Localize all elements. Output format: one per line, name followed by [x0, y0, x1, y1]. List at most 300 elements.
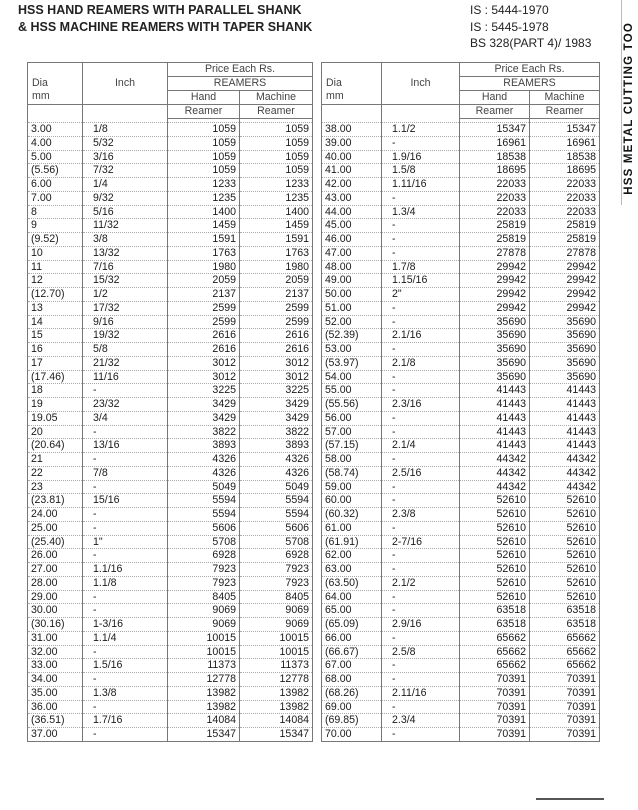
machine-price-cell: 2137: [240, 288, 313, 302]
dia-mm-cell: (65.09): [322, 618, 382, 632]
table-row: [322, 686, 600, 700]
table-row: [322, 631, 600, 645]
inch-cell: 1.9/16: [382, 150, 460, 164]
price-header: Price Each Rs.: [168, 63, 313, 77]
dia-mm-cell: 10: [28, 246, 83, 260]
inch-cell: 1": [83, 535, 168, 549]
hand-price-cell: 2616: [168, 329, 240, 343]
machine-price-cell: 4326: [240, 453, 313, 467]
dia-mm-cell: (60.32): [322, 508, 382, 522]
table-row: [28, 398, 313, 412]
table-row: [322, 301, 600, 315]
dia-mm-cell: 14: [28, 315, 83, 329]
hand-price-cell: 29942: [460, 260, 530, 274]
inch-cell: 7/8: [83, 466, 168, 480]
machine-price-cell: 52610: [530, 535, 600, 549]
table-row: [28, 563, 313, 577]
dia-mm-cell: 20: [28, 425, 83, 439]
dia-mm-cell: 16: [28, 343, 83, 357]
hand-price-cell: 3225: [168, 384, 240, 398]
hand-price-cell: 70391: [460, 700, 530, 714]
dia-mm-cell: 19: [28, 398, 83, 412]
dia-mm-cell: 18: [28, 384, 83, 398]
hand-price-cell: 1059: [168, 123, 240, 137]
dia-mm-cell: 3.00: [28, 123, 83, 137]
hand-price-cell: 22033: [460, 178, 530, 192]
table-row: [28, 645, 313, 659]
table-row: [322, 411, 600, 425]
machine-price-cell: 70391: [530, 686, 600, 700]
table-row: [28, 494, 313, 508]
hand-price-cell: 1233: [168, 178, 240, 192]
machine-price-cell: 3822: [240, 425, 313, 439]
table-row: [28, 329, 313, 343]
dia-mm-cell: 49.00: [322, 274, 382, 288]
inch-cell: -: [83, 590, 168, 604]
table-row: [28, 549, 313, 563]
table-row: [322, 549, 600, 563]
machine-price-cell: 25819: [530, 233, 600, 247]
dia-mm-cell: 55.00: [322, 384, 382, 398]
side-tab-label: HSS METAL CUTTING TOO: [623, 22, 635, 195]
machine-price-cell: 4326: [240, 466, 313, 480]
table-row: [322, 576, 600, 590]
inch-cell: -: [83, 384, 168, 398]
machine-price-cell: 3012: [240, 370, 313, 384]
machine-price-cell: 63518: [530, 604, 600, 618]
dia-mm-cell: (58.74): [322, 466, 382, 480]
reamers-header: REAMERS: [168, 77, 313, 91]
dia-mm-cell: 59.00: [322, 480, 382, 494]
table-row: [28, 576, 313, 590]
dia-mm-cell: 21: [28, 453, 83, 467]
dia-mm-cell: (63.50): [322, 576, 382, 590]
dia-mm-cell: 32.00: [28, 645, 83, 659]
machine-price-cell: 25819: [530, 219, 600, 233]
hand-price-cell: 52610: [460, 576, 530, 590]
machine-price-cell: 2616: [240, 329, 313, 343]
hand-price-cell: 1059: [168, 164, 240, 178]
table-row: [322, 398, 600, 412]
hand-price-cell: 14084: [168, 714, 240, 728]
inch-cell: -: [83, 645, 168, 659]
dia-mm-cell: 69.00: [322, 700, 382, 714]
dia-mm-cell: 68.00: [322, 673, 382, 687]
inch-cell: 2.3/4: [382, 714, 460, 728]
dia-mm-cell: 6.00: [28, 178, 83, 192]
table-row: [28, 205, 313, 219]
table-row: [28, 631, 313, 645]
machine-price-cell: 14084: [240, 714, 313, 728]
table-row: [322, 260, 600, 274]
hand-price-cell: 41443: [460, 425, 530, 439]
dia-mm-cell: 26.00: [28, 549, 83, 563]
machine-price-cell: 1059: [240, 123, 313, 137]
table-row: [28, 315, 313, 329]
dia-mm-cell: 50.00: [322, 288, 382, 302]
inch-cell: 5/16: [83, 205, 168, 219]
dia-mm-cell: 39.00: [322, 136, 382, 150]
hand-price-cell: 7923: [168, 576, 240, 590]
reamers-header: REAMERS: [460, 77, 600, 91]
hand-price-cell: 3012: [168, 370, 240, 384]
hand-price-cell: 12778: [168, 673, 240, 687]
table-row: [28, 233, 313, 247]
dia-mm-cell: 15: [28, 329, 83, 343]
inch-cell: 23/32: [83, 398, 168, 412]
inch-cell: 1.5/16: [83, 659, 168, 673]
inch-cell: 19/32: [83, 329, 168, 343]
dia-label: Dia: [32, 77, 48, 89]
hand-price-cell: 41443: [460, 398, 530, 412]
dia-mm-cell: 54.00: [322, 370, 382, 384]
table-row: [28, 466, 313, 480]
table-row: [322, 246, 600, 260]
machine-price-cell: 70391: [530, 673, 600, 687]
inch-cell: 1.1/2: [382, 123, 460, 137]
hand-price-cell: 44342: [460, 480, 530, 494]
machine-price-cell: 1459: [240, 219, 313, 233]
machine-price-cell: 65662: [530, 659, 600, 673]
hand-price-cell: 29942: [460, 274, 530, 288]
inch-cell: 5/8: [83, 343, 168, 357]
hand-price-cell: 5594: [168, 494, 240, 508]
hand-price-cell: 9069: [168, 618, 240, 632]
inch-cell: 2.9/16: [382, 618, 460, 632]
inch-cell: -: [382, 453, 460, 467]
inch-cell: -: [83, 728, 168, 742]
table-row: [28, 164, 313, 178]
table-row: [322, 288, 600, 302]
table-row: [322, 384, 600, 398]
machine-price-cell: 41443: [530, 411, 600, 425]
machine-price-cell: 41443: [530, 425, 600, 439]
inch-cell: 3/8: [83, 233, 168, 247]
inch-cell: 11/16: [83, 370, 168, 384]
table-row: [28, 191, 313, 205]
machine-price-cell: 16961: [530, 136, 600, 150]
dia-mm-cell: (66.67): [322, 645, 382, 659]
table-row: [28, 384, 313, 398]
table-row: [28, 659, 313, 673]
machine-price-cell: 5708: [240, 535, 313, 549]
machine-price-cell: 3225: [240, 384, 313, 398]
dia-mm-cell: 23: [28, 480, 83, 494]
table-row: [322, 453, 600, 467]
machine-price-cell: 44342: [530, 453, 600, 467]
table-row: [322, 508, 600, 522]
inch-cell: 2.1/2: [382, 576, 460, 590]
inch-cell: 5/32: [83, 136, 168, 150]
table-row: [322, 191, 600, 205]
table-row: [322, 315, 600, 329]
dia-mm-cell: 66.00: [322, 631, 382, 645]
standard-bs-328: BS 328(PART 4)/ 1983: [470, 36, 592, 50]
machine-price-cell: 70391: [530, 700, 600, 714]
inch-cell: -: [382, 136, 460, 150]
hand-price-cell: 70391: [460, 686, 530, 700]
machine-price-cell: 18695: [530, 164, 600, 178]
dia-mm-cell: 67.00: [322, 659, 382, 673]
table-row: [322, 233, 600, 247]
inch-cell: -: [83, 508, 168, 522]
table-row: [322, 150, 600, 164]
inch-cell: -: [382, 384, 460, 398]
hand-price-cell: 52610: [460, 494, 530, 508]
inch-cell: 9/32: [83, 191, 168, 205]
inch-cell: 3/4: [83, 411, 168, 425]
machine-price-cell: 15347: [530, 123, 600, 137]
inch-cell: 1.7/8: [382, 260, 460, 274]
machine-price-cell: 35690: [530, 315, 600, 329]
hand-price-cell: 11373: [168, 659, 240, 673]
inch-cell: 2.5/8: [382, 645, 460, 659]
hand-price-cell: 70391: [460, 714, 530, 728]
table-row: [28, 590, 313, 604]
inch-cell: 2.3/16: [382, 398, 460, 412]
hand-price-cell: 8405: [168, 590, 240, 604]
table-row: [28, 260, 313, 274]
inch-cell: 11/32: [83, 219, 168, 233]
machine-price-cell: 11373: [240, 659, 313, 673]
dia-mm-cell: 7.00: [28, 191, 83, 205]
hand-price-cell: 2616: [168, 343, 240, 357]
machine-price-cell: 35690: [530, 329, 600, 343]
machine-price-cell: 1059: [240, 136, 313, 150]
dia-mm-cell: 35.00: [28, 686, 83, 700]
inch-cell: -: [382, 343, 460, 357]
machine-price-cell: 1763: [240, 246, 313, 260]
hand-price-cell: 7923: [168, 563, 240, 577]
dia-mm-cell: 28.00: [28, 576, 83, 590]
table-row: [322, 480, 600, 494]
hand-price-cell: 65662: [460, 631, 530, 645]
dia-mm-cell: 41.00: [322, 164, 382, 178]
dia-mm-cell: (55.56): [322, 398, 382, 412]
machine-price-cell: 2059: [240, 274, 313, 288]
table-row: [322, 164, 600, 178]
inch-cell: 2.11/16: [382, 686, 460, 700]
machine-price-cell: 18538: [530, 150, 600, 164]
inch-cell: 2.3/8: [382, 508, 460, 522]
price-table-left: [27, 62, 313, 742]
hand-price-cell: 13982: [168, 686, 240, 700]
inch-cell: -: [382, 549, 460, 563]
hand-price-cell: 10015: [168, 631, 240, 645]
inch-cell: -: [83, 700, 168, 714]
inch-cell: -: [83, 480, 168, 494]
dia-mm-cell: (36.51): [28, 714, 83, 728]
hand-price-cell: 3429: [168, 398, 240, 412]
hand-price-cell: 63518: [460, 604, 530, 618]
inch-cell: -: [382, 411, 460, 425]
hand-price-cell: 2059: [168, 274, 240, 288]
machine-price-cell: 2616: [240, 343, 313, 357]
inch-cell: -: [83, 521, 168, 535]
standard-is-5445: IS : 5445-1978: [470, 19, 549, 34]
hand-price-cell: 63518: [460, 618, 530, 632]
table-row: [28, 618, 313, 632]
dia-mm-cell: 36.00: [28, 700, 83, 714]
machine-price-cell: 52610: [530, 576, 600, 590]
machine-price-cell: 3893: [240, 439, 313, 453]
machine-price-cell: 29942: [530, 288, 600, 302]
dia-mm-cell: 60.00: [322, 494, 382, 508]
hand-price-cell: 13982: [168, 700, 240, 714]
table-row: [28, 604, 313, 618]
machine-price-cell: 15347: [240, 728, 313, 742]
table-row: [28, 453, 313, 467]
inch-cell: 1.15/16: [382, 274, 460, 288]
machine-price-cell: 5049: [240, 480, 313, 494]
machine-price-cell: 35690: [530, 370, 600, 384]
table-row: [28, 136, 313, 150]
dia-mm-cell: 62.00: [322, 549, 382, 563]
hand-price-cell: 52610: [460, 521, 530, 535]
hand-price-cell: 35690: [460, 329, 530, 343]
machine-reamer-header: Reamer: [240, 105, 313, 119]
dia-mm-cell: 30.00: [28, 604, 83, 618]
table-row: [322, 370, 600, 384]
inch-cell: 1/4: [83, 178, 168, 192]
dia-mm-cell: 70.00: [322, 728, 382, 742]
inch-cell: -: [382, 521, 460, 535]
dia-mm-cell: (68.26): [322, 686, 382, 700]
price-header: Price Each Rs.: [460, 63, 600, 77]
hand-price-cell: 5049: [168, 480, 240, 494]
machine-price-cell: 1980: [240, 260, 313, 274]
mm-label: mm: [326, 90, 344, 102]
inch-cell: -: [382, 673, 460, 687]
machine-price-cell: 10015: [240, 645, 313, 659]
inch-cell: 2.1/16: [382, 329, 460, 343]
machine-price-cell: 63518: [530, 618, 600, 632]
inch-cell: -: [382, 370, 460, 384]
table-row: [322, 466, 600, 480]
machine-header: Machine: [240, 91, 313, 105]
hand-price-cell: 27878: [460, 246, 530, 260]
machine-price-cell: 1591: [240, 233, 313, 247]
hand-price-cell: 65662: [460, 659, 530, 673]
inch-cell: -: [83, 673, 168, 687]
hand-price-cell: 1980: [168, 260, 240, 274]
machine-price-cell: 3429: [240, 398, 313, 412]
inch-cell: 2": [382, 288, 460, 302]
hand-header: Hand: [460, 91, 530, 105]
machine-price-cell: 29942: [530, 274, 600, 288]
table-row: [322, 329, 600, 343]
hand-price-cell: 29942: [460, 301, 530, 315]
dia-mm-cell: 40.00: [322, 150, 382, 164]
machine-price-cell: 7923: [240, 563, 313, 577]
dia-mm-cell: 43.00: [322, 191, 382, 205]
inch-cell: -: [382, 494, 460, 508]
machine-price-cell: 1233: [240, 178, 313, 192]
hand-price-cell: 35690: [460, 343, 530, 357]
table-row: [28, 150, 313, 164]
table-row: [322, 494, 600, 508]
hand-price-cell: 41443: [460, 439, 530, 453]
machine-price-cell: 13982: [240, 686, 313, 700]
hand-price-cell: 4326: [168, 466, 240, 480]
dia-mm-cell: 27.00: [28, 563, 83, 577]
machine-price-cell: 1059: [240, 164, 313, 178]
table-row: [322, 618, 600, 632]
inch-cell: 13/32: [83, 246, 168, 260]
machine-reamer-header: Reamer: [530, 105, 600, 119]
hand-price-cell: 52610: [460, 590, 530, 604]
machine-price-cell: 9069: [240, 618, 313, 632]
inch-cell: 1.5/8: [382, 164, 460, 178]
dia-mm-cell: 37.00: [28, 728, 83, 742]
hand-reamer-header: Reamer: [460, 105, 530, 119]
inch-cell: 7/16: [83, 260, 168, 274]
table-row: [28, 288, 313, 302]
machine-price-cell: 52610: [530, 590, 600, 604]
hand-price-cell: 18695: [460, 164, 530, 178]
inch-cell: 1.3/4: [382, 205, 460, 219]
title-line-2: & HSS MACHINE REAMERS WITH TAPER SHANK: [18, 20, 313, 34]
machine-price-cell: 5606: [240, 521, 313, 535]
inch-cell: -: [382, 219, 460, 233]
machine-price-cell: 52610: [530, 508, 600, 522]
hand-price-cell: 70391: [460, 673, 530, 687]
table-row: [322, 590, 600, 604]
machine-price-cell: 52610: [530, 549, 600, 563]
hand-price-cell: 1235: [168, 191, 240, 205]
table-row: [322, 425, 600, 439]
table-row: [28, 480, 313, 494]
hand-price-cell: 1400: [168, 205, 240, 219]
hand-price-cell: 6928: [168, 549, 240, 563]
machine-price-cell: 35690: [530, 343, 600, 357]
hand-price-cell: 44342: [460, 453, 530, 467]
machine-price-cell: 12778: [240, 673, 313, 687]
mm-label: mm: [32, 90, 50, 102]
dia-mm-cell: 57.00: [322, 425, 382, 439]
hand-header: Hand: [168, 91, 240, 105]
inch-cell: 1-3/16: [83, 618, 168, 632]
machine-price-cell: 70391: [530, 728, 600, 742]
dia-mm-cell: 17: [28, 356, 83, 370]
dia-mm-cell: (5.56): [28, 164, 83, 178]
dia-mm-cell: 33.00: [28, 659, 83, 673]
hand-price-cell: 29942: [460, 288, 530, 302]
machine-price-cell: 70391: [530, 714, 600, 728]
inch-cell: 15/16: [83, 494, 168, 508]
inch-cell: -: [83, 604, 168, 618]
hand-price-cell: 2137: [168, 288, 240, 302]
hand-price-cell: 35690: [460, 370, 530, 384]
machine-price-cell: 65662: [530, 631, 600, 645]
inch-cell: 1/8: [83, 123, 168, 137]
machine-header: Machine: [530, 91, 600, 105]
hand-price-cell: 5708: [168, 535, 240, 549]
inch-cell: 2.1/4: [382, 439, 460, 453]
inch-header: Inch: [382, 63, 460, 105]
machine-price-cell: 5594: [240, 494, 313, 508]
hand-price-cell: 1591: [168, 233, 240, 247]
dia-mm-cell: (20.64): [28, 439, 83, 453]
table-row: [28, 246, 313, 260]
inch-cell: -: [382, 233, 460, 247]
inch-cell: 21/32: [83, 356, 168, 370]
inch-cell: -: [83, 425, 168, 439]
inch-cell: -: [382, 604, 460, 618]
inch-cell: 1.11/16: [382, 178, 460, 192]
standards-block: [470, 2, 591, 52]
dia-mm-cell: 63.00: [322, 563, 382, 577]
